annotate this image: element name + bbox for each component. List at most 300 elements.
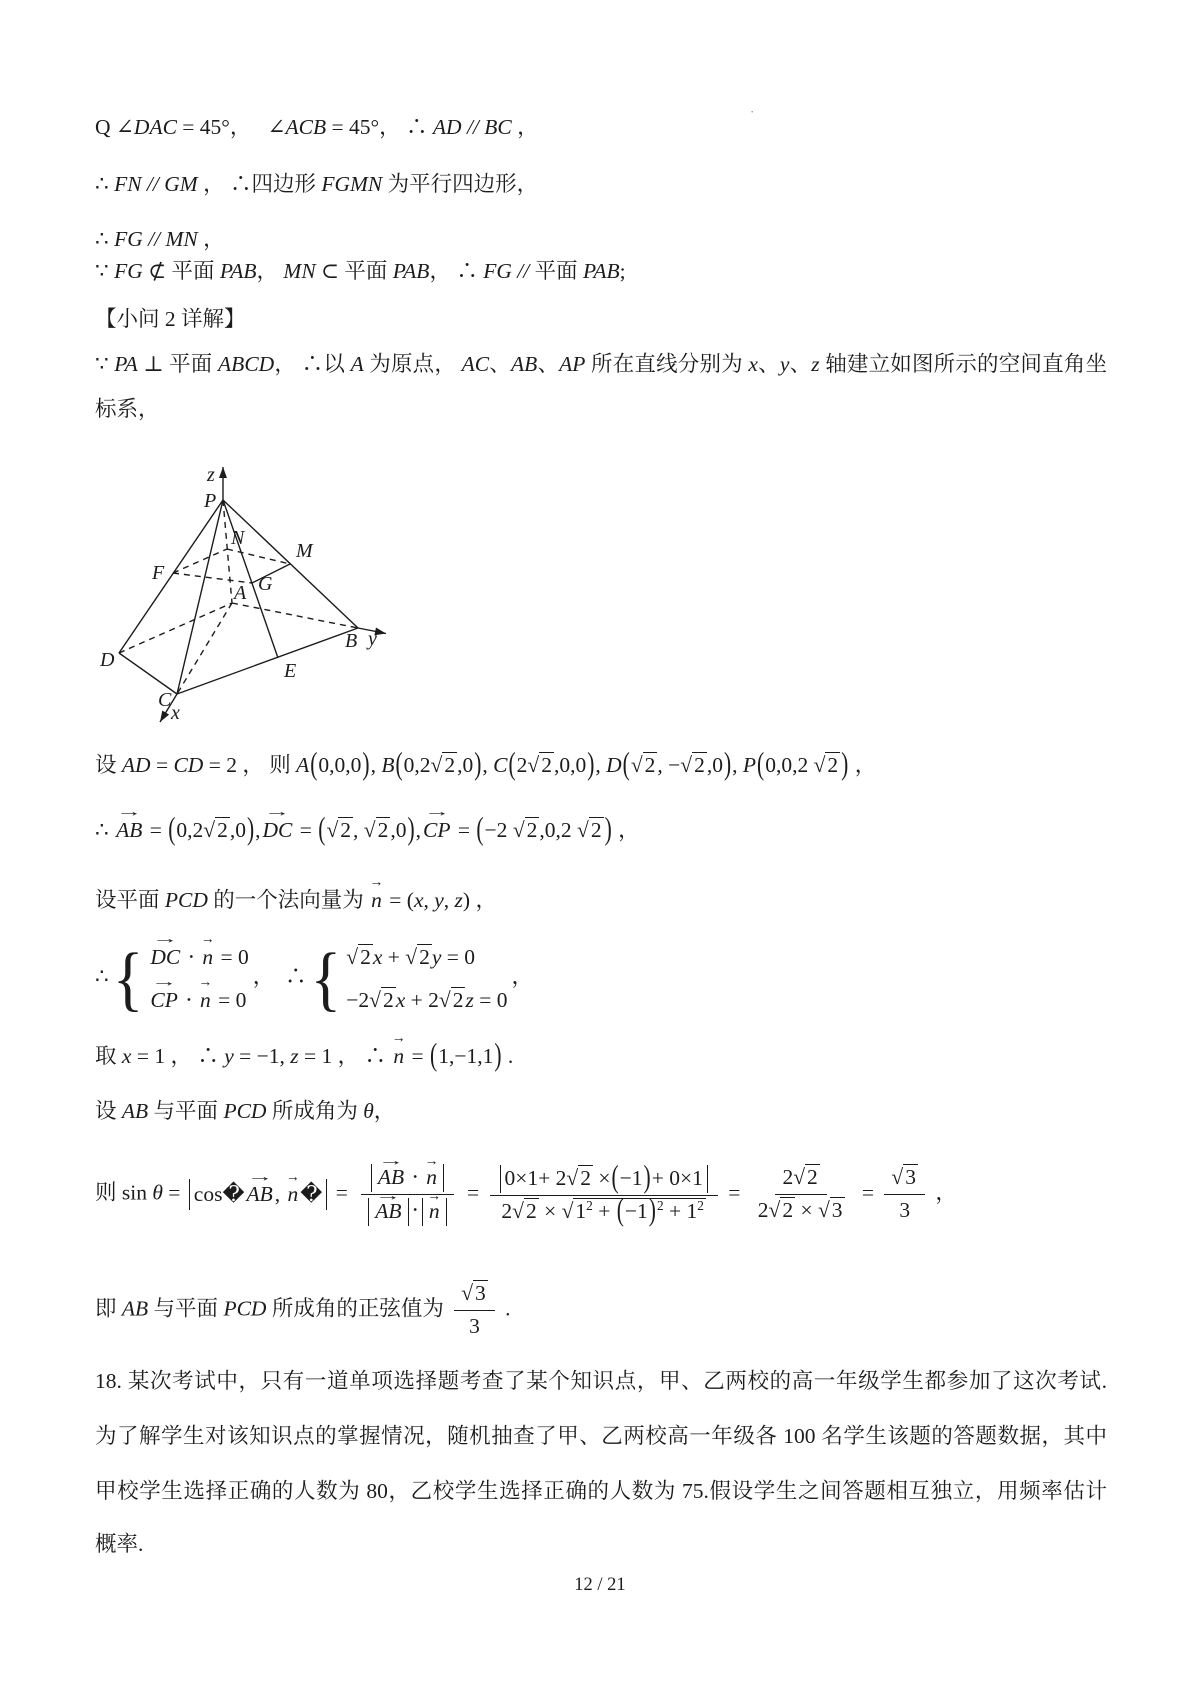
big-paren: ( [616,1191,624,1228]
text-run: 所成角的正弦值为 [266,1296,450,1321]
text-run: ,0 [706,753,723,777]
text-run: 、 [489,352,511,376]
math-variable: DAC [133,115,177,139]
pyramid-figure [95,425,395,740]
text-run: , [255,818,261,842]
vector [427,1187,442,1226]
vector [200,931,215,973]
figure-label-C: C [158,689,172,711]
big-paren: ( [168,810,176,847]
text-run: ⋅ [182,945,201,969]
math-variable: FG [114,227,143,251]
math-variable: MN [283,259,316,283]
superscript: 2 [586,1197,593,1213]
math-variable: A [296,753,310,777]
vector-arrow-icon: → [286,1168,300,1184]
math-variable: // [148,227,161,251]
text-run: , [353,818,364,842]
vector [369,874,384,916]
math-variable: PCD [223,1296,267,1321]
math-variable: AD [432,115,462,139]
radical-sign-icon: √ [793,1165,806,1190]
big-paren: ( [318,810,326,847]
text-run: 0,0,2 [765,753,814,777]
vector-name: n [426,1165,437,1190]
vector-arrow-icon: → [151,973,178,989]
text-run: , [482,753,494,777]
edge [119,653,177,694]
text-run: + 0×1 [651,1165,703,1190]
math-variable: // [146,172,159,196]
vector-name: AB [377,1165,405,1190]
text-run: , [370,753,382,777]
text-run: 1,−1,1 [438,1044,494,1068]
vector-arrow-icon: → [264,804,291,820]
radical [631,752,658,778]
math-variable: y [779,352,790,376]
radicand: 2 [525,1198,537,1223]
vector-arrow-icon: → [377,1153,405,1169]
radicand: 2 [452,987,464,1012]
text-run: = [461,1180,485,1205]
text-run: = [856,1180,880,1205]
text-run: = [406,1044,430,1068]
text-run: ∴ [95,964,109,989]
big-paren: ) [841,745,849,782]
radical-sign-icon: √ [577,818,589,842]
text-run: 轴建立如图所示的空间直角坐 [819,352,1107,376]
figure-label-N: N [231,527,245,549]
text-run: ， ∴ [429,259,484,283]
text-run: 甲校学生选择正确的人数为 80，乙校学生选择正确的人数为 75.假设学生之间答题相互独立，用频率估计 [95,1479,1107,1503]
text-run: 为原点， [363,352,462,376]
radical [431,752,458,778]
text-run: , [415,818,421,842]
math-variable: x [413,888,424,912]
math-variable: AC [461,352,490,376]
vector-name: CP [150,987,178,1012]
text-run: ∴ [95,227,115,251]
radical [680,752,707,778]
text-run: 即 [95,1296,122,1321]
page-footer: 12 / 21 [574,1575,626,1595]
math-variable: A [350,352,364,376]
text-run: = [452,818,476,842]
radical-sign-icon: √ [512,818,525,842]
text-run: ⊥ 平面 [137,352,219,376]
text-run: 2 [501,1198,513,1223]
text-run: ,0,0 [553,753,587,777]
text-run: ， [511,115,539,139]
fraction [490,1158,718,1228]
vector-name: DC [262,818,293,842]
radical [513,817,540,843]
text-run: ,0 [457,753,474,777]
text-run: ∴ [95,172,115,196]
text-run: ， ∴四边形 [197,172,322,196]
vector-arrow-icon: → [427,1187,442,1203]
text-run: ,0 [390,818,407,842]
text-run: = 2 ， 则 [203,753,297,777]
radicand: 2 [360,945,371,969]
radicand: 2 [419,945,430,969]
line-problem18-1 [95,1366,1107,1397]
radicand: 2 [541,753,552,777]
text-run: 与平面 [148,1099,224,1123]
text-run: , [595,753,607,777]
text-run: 概率. [95,1532,144,1556]
math-variable: PCD [164,888,208,912]
vector-arrow-icon: → [424,1153,439,1169]
denominator [751,1195,852,1225]
vector [198,973,213,1016]
math-variable: z [811,352,820,376]
line-subquestion-2 [95,304,1107,335]
vector-name: n [200,987,211,1012]
text-run: 所在直线分别为 [585,352,749,376]
math-variable: ABCD [218,352,275,376]
math-variable: BC [484,115,512,139]
big-paren: ( [611,1158,619,1194]
axis-arrowhead-icon [160,711,169,722]
vector-arrow-icon: → [369,874,384,890]
math-variable: FG [114,259,143,283]
text-run: = 45°， [176,115,268,139]
big-paren: ( [622,745,630,782]
math-variable: AB [510,352,538,376]
radical [439,987,466,1013]
text-run: ∵ [95,259,115,283]
text-run: Q [95,115,116,139]
radical [891,1164,918,1190]
text-run: 0,2 [176,818,204,842]
figure-label-E: E [284,660,297,682]
text-run: 为了解学生对该知识点的掌握情况，随机抽查了甲、乙两校高一年级各 100 名学生该题的答题数据，其中 [95,1424,1107,1448]
absolute-value [189,1168,328,1210]
text-run: ， [511,964,533,989]
radical-sign-icon: √ [512,1198,524,1223]
text-run: ∠ [267,115,286,139]
big-paren: ( [430,1036,438,1073]
math-variable: x [121,1044,132,1068]
pyramid-figure-svg [95,425,395,740]
radical [203,817,230,843]
numerator [884,1164,925,1195]
equation-system [310,938,508,1019]
text-run: ， [929,1180,957,1205]
radicand: 2 [377,818,389,842]
text-run: ⊄ 平面 [142,259,220,283]
text-run: ,0 [229,818,246,842]
line-coordinates [95,745,1107,782]
superscript: 2 [656,1197,664,1213]
radicand: 3 [475,1281,486,1305]
text-run: = [162,1180,186,1205]
absolute-value [368,1187,408,1226]
line-equation-system [95,931,1107,1019]
math-variable: y [224,1044,234,1068]
fraction [454,1280,495,1341]
figure-label-y: y [368,628,377,650]
line-angles [95,112,1107,143]
radical-sign-icon: √ [363,818,376,842]
text-run: cos [193,1182,223,1207]
vector-arrow-icon: → [116,804,143,820]
figure-label-G: G [258,573,273,595]
math-variable: z [290,1044,299,1068]
line-vectors [95,804,1107,847]
text-run: + [382,945,406,969]
text-run: = 0 [212,987,247,1012]
big-paren: ) [723,745,732,782]
system-rows [148,931,249,1015]
math-variable: PA [114,352,138,376]
radical [364,817,391,843]
radical [814,752,841,778]
radicand: 2 [217,818,228,842]
line-fg-mn [95,224,1107,255]
text-run: 设 [95,1099,122,1123]
math-variable: B [381,753,395,777]
line-sine-formula [95,1153,1107,1228]
numerator [775,1164,826,1195]
text-run: ⋅ [411,1198,419,1223]
radical [326,817,353,843]
text-run: = [144,818,168,842]
vector-arrow-icon: → [198,973,213,989]
figure-label-F: F [152,562,165,584]
text-run: × [538,1198,562,1223]
math-variable: P [742,753,757,777]
hidden-edge [177,603,232,694]
text-run: + 1 [663,1198,698,1223]
math-variable: PCD [223,1099,267,1123]
radical [793,1164,820,1190]
vector-name: DC [150,945,181,969]
radicand: 2 [382,987,394,1012]
math-variable: AB [121,1296,149,1321]
math-variable: x [748,352,758,376]
axis-arrowhead-icon [219,467,227,478]
text-run: 0,0,0 [318,753,362,777]
text-run: . [502,1044,514,1068]
line-parallelogram [95,169,1107,200]
brace-icon: { [310,938,342,1019]
radical [405,944,432,970]
vector [148,973,179,1016]
big-paren: ) [587,745,595,782]
denominator [462,1311,487,1341]
text-run: 18. 某次考试中，只有一道单项选择题考查了某个知识点，甲、乙两校的高一年级学生都参加了这次考试. [95,1369,1107,1393]
math-variable: PAB [219,259,257,283]
line-problem18-4 [95,1529,1107,1560]
vector-name: n [371,888,382,912]
big-paren: ) [494,1036,502,1073]
big-paren: ) [643,1158,651,1194]
system-rows [346,942,507,1015]
math-variable: GM [164,172,198,196]
vector-arrow-icon: → [246,1168,273,1184]
text-run: = [150,753,174,777]
text-run: + [592,1198,616,1223]
text-run: ， [373,1099,396,1123]
radicand: 2 [580,1166,591,1191]
math-variable: AB [121,1099,149,1123]
vector [148,931,182,973]
denominator [892,1195,917,1225]
radical-sign-icon: √ [346,945,359,969]
edge [177,500,223,694]
figure-label-D: D [100,649,115,671]
big-paren: ) [246,810,255,847]
radical [527,752,554,778]
math-variable: FGMN [321,172,383,196]
vector-name: CP [423,818,451,842]
vector [261,804,295,846]
text-run: = 1 ， ∴ [298,1044,392,1068]
figure-label-M: M [296,540,313,562]
text-run: ⋅ [406,1165,425,1190]
text-run: −2 [346,987,370,1012]
math-variable: FN [114,172,142,196]
radical-sign-icon: √ [326,818,339,842]
text-run: = 0 [441,945,476,969]
text-run: 的一个法向量为 [207,888,370,912]
big-paren: ) [604,810,612,847]
text-run: 设平面 [95,888,165,912]
radical-sign-icon: √ [891,1165,904,1190]
text-run: 设 [95,753,122,777]
radical [461,1280,488,1306]
radical [818,1197,845,1223]
text-run: = 0 [215,945,249,969]
vector [114,804,144,846]
text-run: , [423,888,435,912]
line-solve-normal [95,1030,1107,1073]
math-variable: x [395,987,406,1012]
text-run: −2 [484,818,513,842]
text-run: ) ， [462,888,497,912]
text-run: ， [612,818,640,842]
text-run: 3 [469,1313,480,1338]
vector-arrow-icon: → [423,804,450,820]
absolute-value [422,1187,447,1226]
radicand: 2 [807,1165,818,1190]
radical-sign-icon: √ [817,1198,830,1223]
math-variable: AD [121,753,151,777]
radicand: 3 [905,1165,916,1190]
big-paren: ( [508,745,516,782]
vector-arrow-icon: → [200,931,215,947]
text-run: ∠ [115,115,134,139]
text-run: × [795,1198,818,1223]
line-coordinate-system [95,394,1107,425]
math-variable: θ [363,1099,374,1123]
text-run: , [443,888,455,912]
text-run: 、 [537,352,560,376]
radicand: 2 [444,753,456,777]
vector-name: AB [246,1182,273,1207]
figure-label-B: B [345,630,358,652]
math-variable: PAB [582,259,620,283]
text-run: 平面 [529,259,583,283]
text-run: 为平行四边形， [382,172,539,196]
text-run: 3 [899,1198,911,1223]
text-run: 则 sin [95,1180,153,1205]
radical-sign-icon: √ [430,753,443,777]
math-variable: y [431,945,442,969]
text-run: � [222,1182,245,1207]
text-run: ， [256,259,284,283]
line-setup-axes [95,349,1107,380]
big-paren: ) [362,745,370,782]
text-run: × [592,1165,611,1190]
text-run: 0×1+ 2 [504,1165,567,1190]
radical [512,1198,539,1224]
vector-name: AB [116,818,143,842]
text-run: 【小问 2 详解】 [95,307,246,331]
radical-sign-icon: √ [438,987,451,1012]
stray-mark: · [750,104,755,119]
text-run: ， ∴ [252,964,307,989]
big-paren: ( [395,745,403,782]
radical-sign-icon: √ [369,987,381,1012]
math-variable: // [466,115,479,139]
radical-sign-icon: √ [630,753,643,777]
radical-sign-icon: √ [768,1198,781,1223]
math-variable: z [454,888,463,912]
fraction [358,1153,456,1226]
math-variable: PAB [392,259,430,283]
radical-sign-icon: √ [461,1281,474,1305]
figure-label-A: A [234,582,247,604]
math-variable: C [493,753,508,777]
math-variable: CD [173,753,204,777]
fraction [751,1164,852,1225]
radical-sign-icon: √ [203,818,216,842]
text-run: ; [619,259,626,283]
text-run: ， ∴ [379,115,433,139]
text-run: 1 [575,1198,587,1223]
radical-sign-icon: √ [813,753,826,777]
vector-arrow-icon: → [375,1187,402,1203]
radicand [573,1191,706,1228]
system-row [346,942,507,973]
text-run: ， [849,753,877,777]
big-paren: ) [407,810,415,847]
vector-name: n [202,945,214,969]
math-variable: AP [559,352,586,376]
line-conclusion [95,1280,1107,1341]
vector [391,1030,406,1072]
text-run: −1 [624,1198,648,1223]
text-run: ， [197,227,225,251]
text-run: 、 [757,352,780,376]
vector [245,1168,275,1210]
denominator [358,1187,456,1226]
text-run: 标系， [95,397,160,421]
radical-sign-icon: √ [405,945,418,969]
denominator [494,1191,713,1228]
big-paren: ) [648,1191,656,1228]
text-run: , − [657,753,681,777]
radical [346,944,373,970]
text-run: 2 [782,1165,794,1190]
text-run: , [274,1182,286,1207]
text-run: . [499,1296,511,1321]
vector-name: n [393,1044,405,1068]
math-variable: FG [483,259,512,283]
